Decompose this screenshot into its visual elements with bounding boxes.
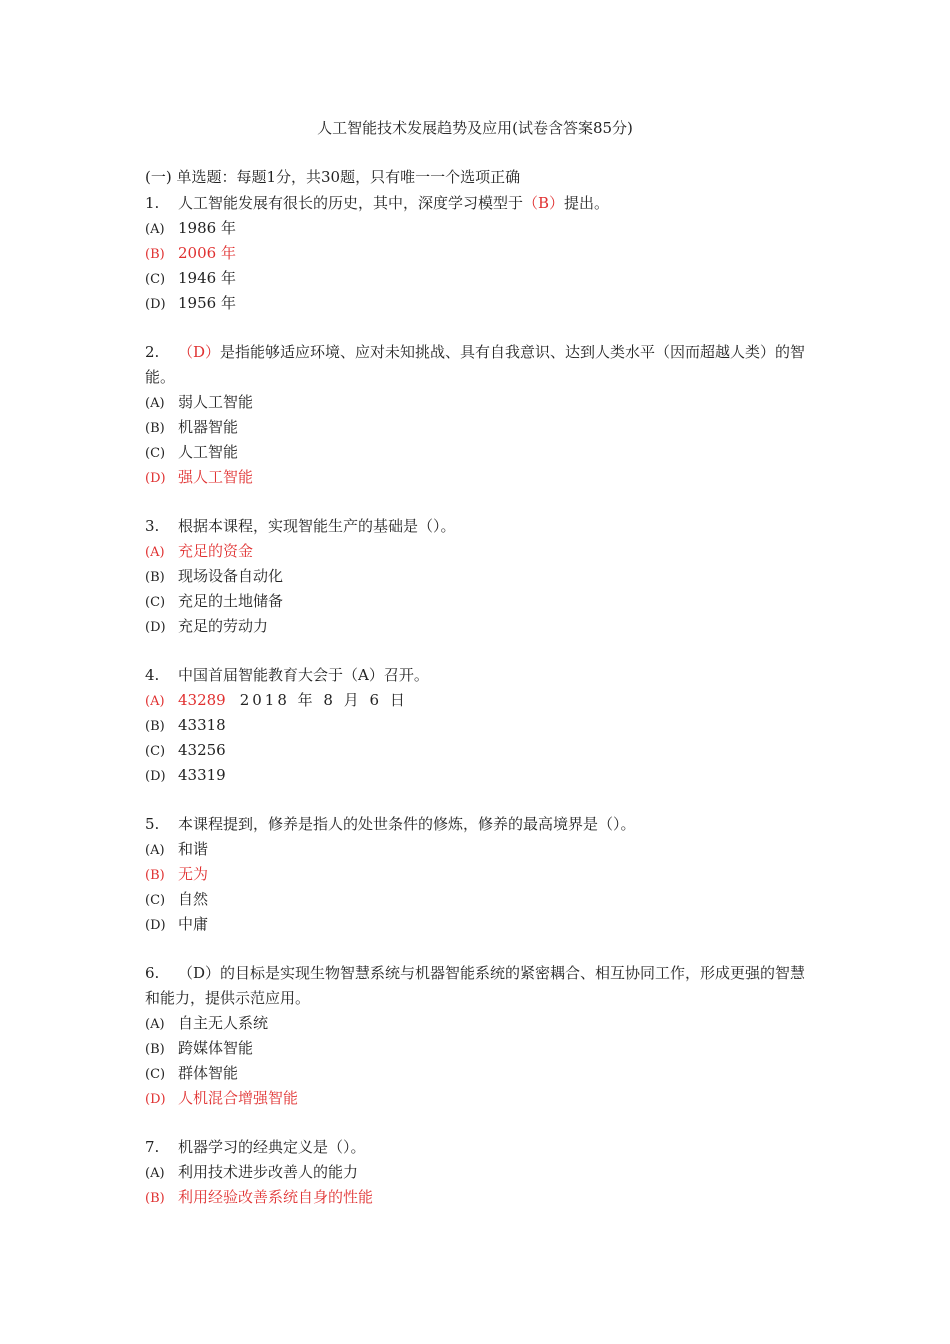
option-key: (A) [145,843,165,858]
question-list [145,191,810,1234]
option-key: (D) [145,297,166,312]
option-b [145,564,810,589]
option-text: 群体智能 [178,1064,239,1082]
section-header: (一) 单选题：每题1分，共30题，只有唯一一个选项正确 [145,168,521,186]
option-text: 2006 年 [178,244,236,262]
option-text: 自然 [178,890,209,908]
option-c [145,440,810,465]
option-text: 无为 [178,865,209,883]
option-key: (B) [145,247,165,262]
option-key: (B) [145,1042,165,1057]
option-key: (D) [145,1092,166,1107]
option-c [145,266,810,291]
option-a [145,688,810,713]
stem-text-after: 是指能够适应环境、应对未知挑战、具有自我意识、达到人类水平（因而超越人类）的智能。 [145,343,806,386]
question-4 [145,663,810,788]
option-text: 43319 [178,766,226,784]
option-a [145,1011,810,1036]
option-c [145,738,810,763]
option-key: (A) [145,694,165,709]
option-text: 43256 [178,741,226,759]
option-key: (B) [145,868,165,883]
option-text: 和谐 [178,840,209,858]
option-a [145,216,810,241]
option-text: 强人工智能 [178,468,254,486]
question-stem [145,1135,810,1160]
question-number: 6. [145,964,160,982]
question-number: 3. [145,517,160,535]
option-key: (C) [145,595,166,610]
option-text: 机器智能 [178,418,239,436]
option-key: (C) [145,744,166,759]
option-text: 中庸 [178,915,209,933]
question-number: 4. [145,666,160,684]
option-b [145,1185,810,1210]
option-key: (A) [145,222,165,237]
option-key: (B) [145,719,165,734]
option-key: (D) [145,769,166,784]
option-text: 弱人工智能 [178,393,254,411]
question-3 [145,514,810,639]
option-key: (A) [145,396,165,411]
option-key: (C) [145,893,166,908]
option-key: (C) [145,272,166,287]
stem-text: 根据本课程，实现智能生产的基础是（）。 [178,517,456,535]
question-stem [145,812,810,837]
option-text: 1986 年 [178,219,236,237]
question-stem [145,340,810,390]
document-title: 人工智能技术发展趋势及应用(试卷含答案85分) [317,119,633,137]
option-key: (D) [145,471,166,486]
option-text: 现场设备自动化 [178,567,284,585]
option-text: 充足的劳动力 [178,617,269,635]
option-d [145,291,810,316]
option-d [145,465,810,490]
option-key: (B) [145,1191,165,1206]
question-number: 1. [145,194,160,212]
option-key: (C) [145,446,166,461]
question-2 [145,340,810,490]
stem-text: 人工智能发展有很长的历史，其中，深度学习模型于 [178,194,524,212]
stem-text: 机器学习的经典定义是（）。 [178,1138,366,1156]
option-key: (D) [145,918,166,933]
option-c [145,887,810,912]
option-b [145,862,810,887]
option-text: 跨媒体智能 [178,1039,254,1057]
option-b [145,713,810,738]
question-7 [145,1135,810,1210]
option-key: (A) [145,545,165,560]
option-text: 人工智能 [178,443,239,461]
option-d [145,614,810,639]
option-key: (C) [145,1067,166,1082]
option-key: (B) [145,421,165,436]
option-text: 利用经验改善系统自身的性能 [178,1188,374,1206]
question-number: 5. [145,815,160,833]
question-stem [145,663,810,688]
option-d [145,763,810,788]
option-text: 自主无人系统 [178,1014,269,1032]
stem-text-after: 提出。 [564,194,610,212]
stem-answer: （B） [523,194,565,212]
option-a [145,539,810,564]
stem-text: （D）的目标是实现生物智慧系统与机器智能系统的紧密耦合、相互协同工作，形成更强的智慧和能力，提供示范应用。 [145,964,806,1007]
option-text: 充足的土地储备 [178,592,284,610]
question-5 [145,812,810,937]
option-text: 43318 [178,716,226,734]
option-a [145,390,810,415]
option-text: 1946 年 [178,269,236,287]
option-text: 人机混合增强智能 [178,1089,299,1107]
question-1 [145,191,810,316]
option-text: 43289 [178,691,226,709]
stem-answer: （D） [178,343,221,361]
option-b [145,241,810,266]
option-c [145,589,810,614]
question-number: 2. [145,343,160,361]
option-key: (D) [145,620,166,635]
question-stem [145,514,810,539]
option-text: 利用技术进步改善人的能力 [178,1163,359,1181]
option-key: (A) [145,1166,165,1181]
question-stem [145,191,810,216]
option-c [145,1061,810,1086]
stem-text: 中国首届智能教育大会于（A）召开。 [178,666,429,684]
option-a [145,837,810,862]
question-stem [145,961,810,1011]
stem-text: 本课程提到，修养是指人的处世条件的修炼，修养的最高境界是（）。 [178,815,636,833]
option-d [145,1086,810,1111]
option-a [145,1160,810,1185]
option-extra-text: 2018 年 8 月 6 日 [239,691,408,709]
option-b [145,415,810,440]
option-d [145,912,810,937]
option-b [145,1036,810,1061]
question-6 [145,961,810,1111]
option-key: (B) [145,570,165,585]
option-text: 1956 年 [178,294,236,312]
option-text: 充足的资金 [178,542,254,560]
question-number: 7. [145,1138,160,1156]
option-key: (A) [145,1017,165,1032]
